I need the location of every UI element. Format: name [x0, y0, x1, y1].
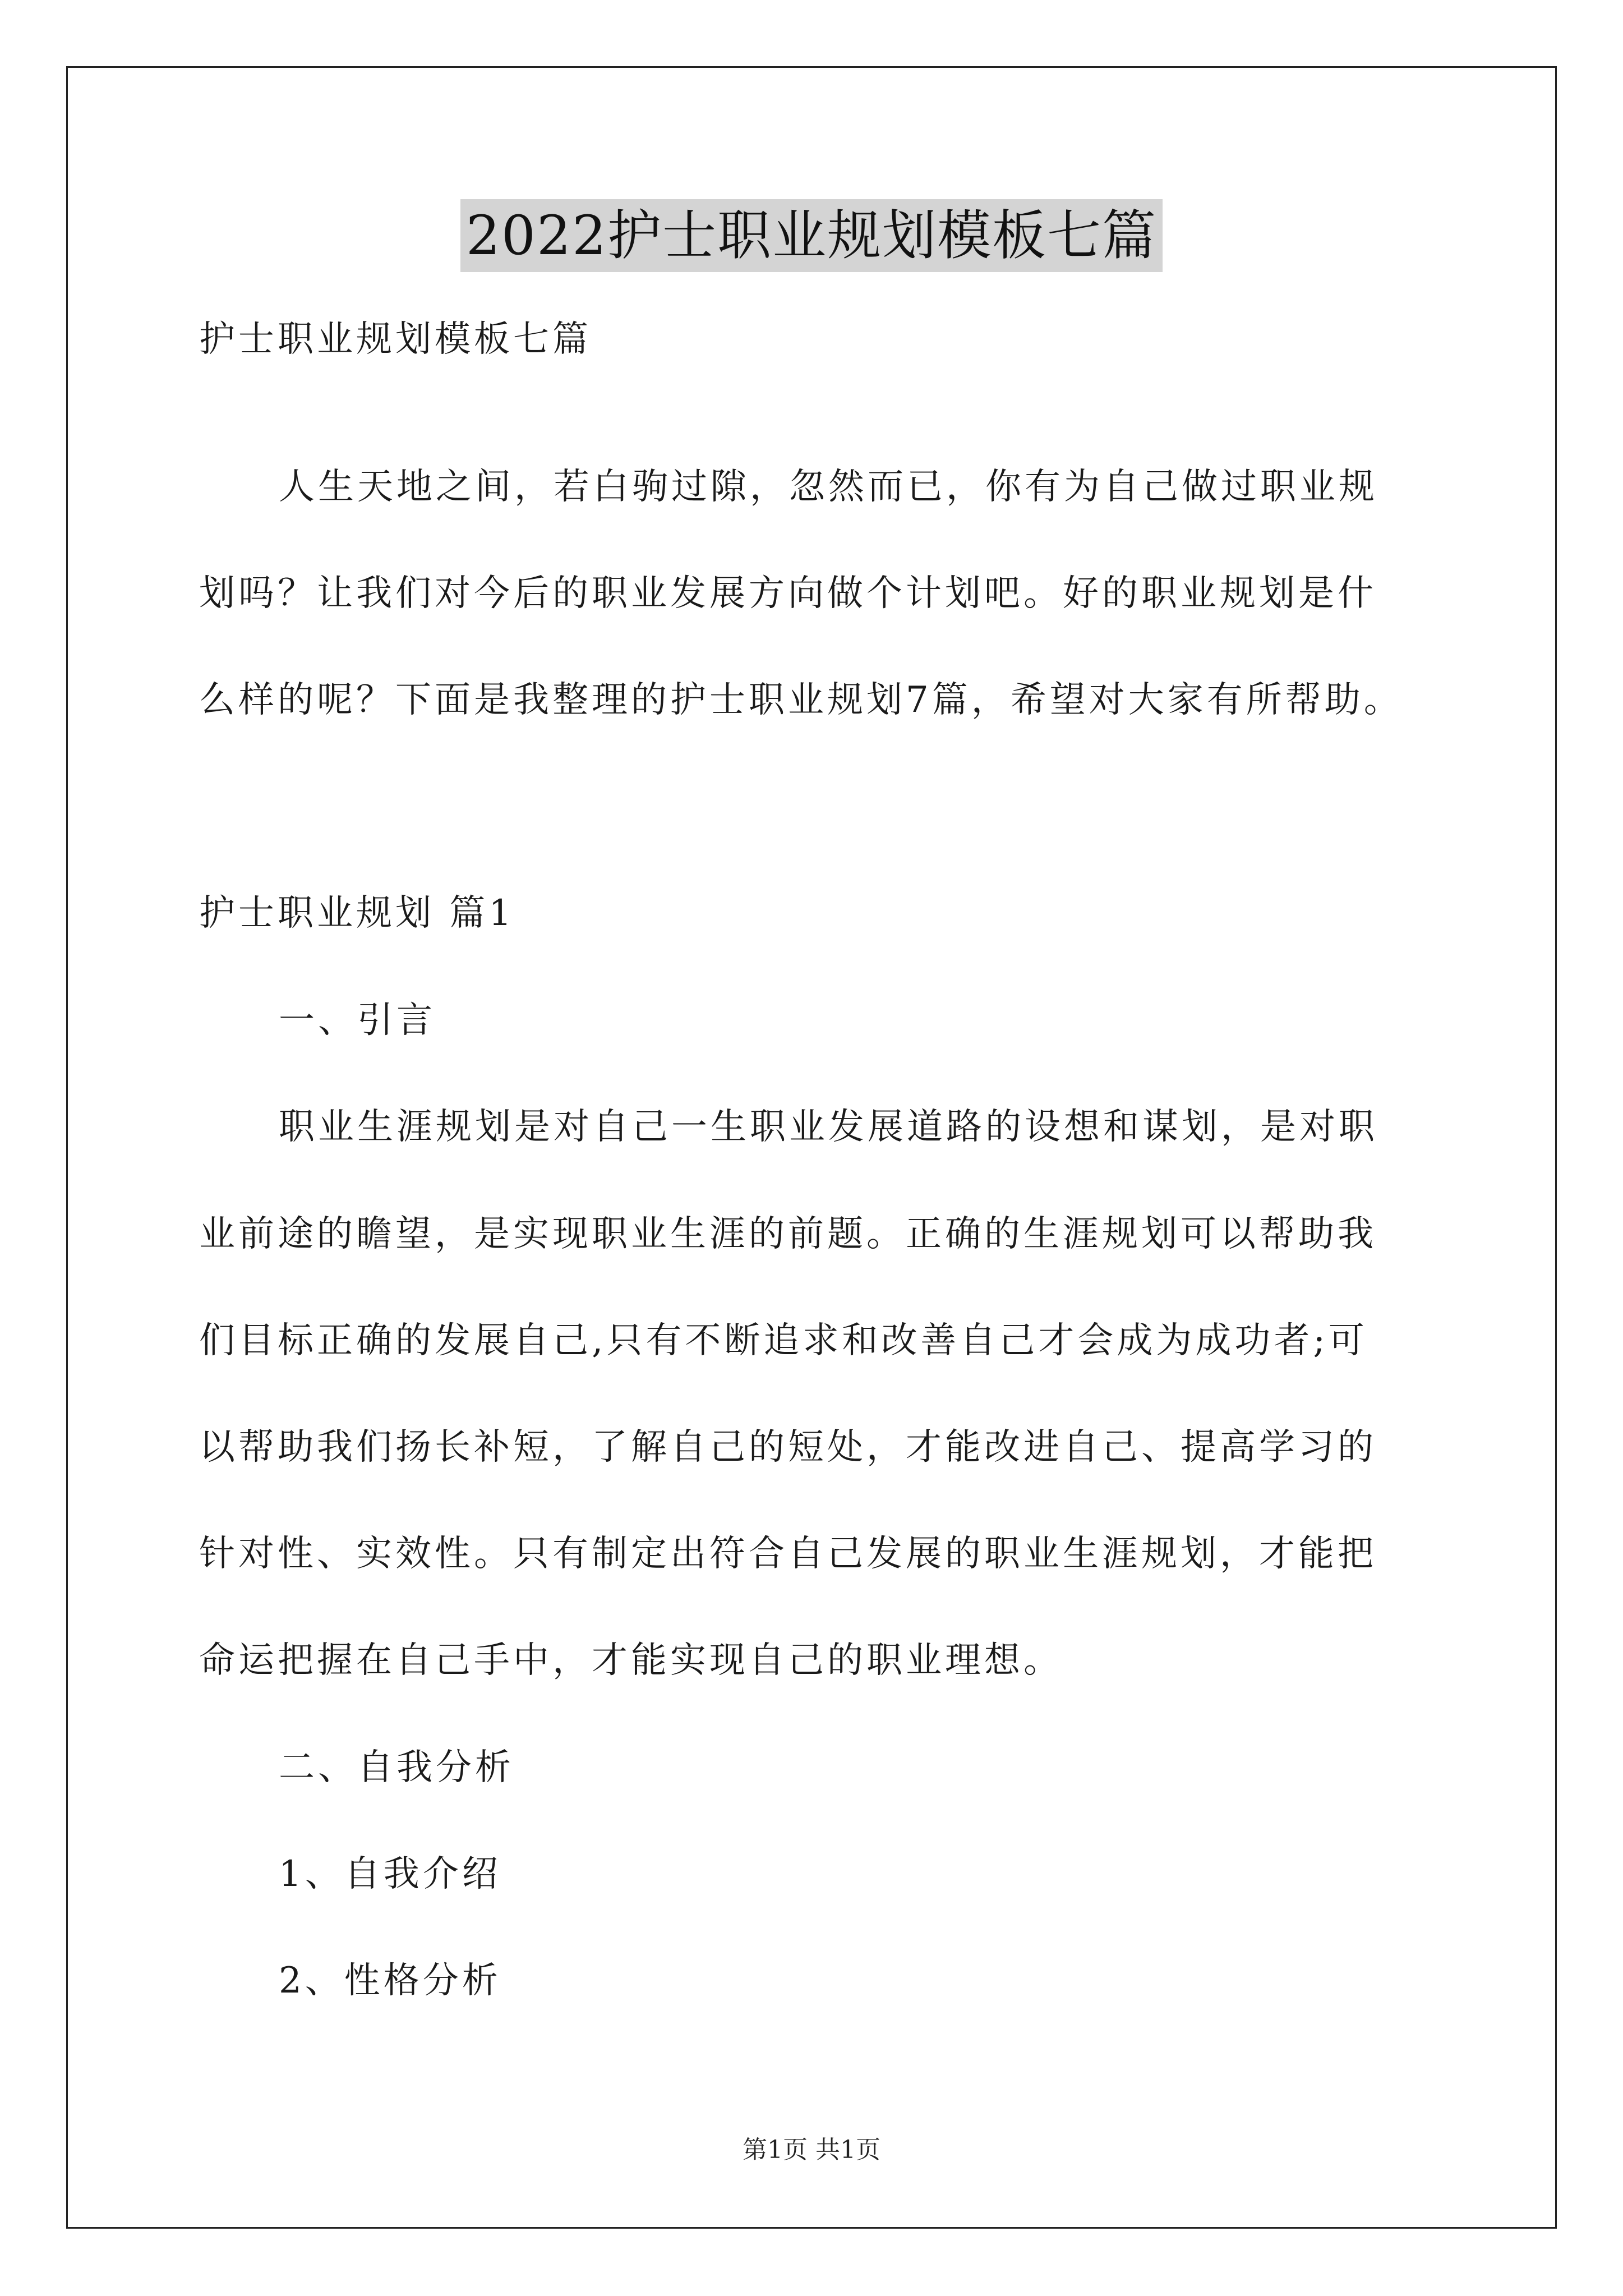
- part1-line-3: 们目标正确的发展自己,只有不断追求和改善自己才会成为成功者;可: [199, 1320, 1368, 1361]
- part1-line-4: 以帮助我们扬长补短，了解自己的短处，才能改进自己、提高学习的: [199, 1427, 1377, 1468]
- document-title: 2022护士职业规划模板七篇: [460, 199, 1163, 272]
- list-item-2: 2、性格分析: [279, 1960, 501, 2001]
- part2-heading: 二、自我分析: [279, 1747, 514, 1788]
- part1-line-2: 业前途的瞻望，是实现职业生涯的前题。正确的生涯规划可以帮助我: [199, 1213, 1377, 1255]
- part1-heading: 一、引言: [279, 1000, 436, 1041]
- intro-line-1: 人生天地之间，若白驹过隙，忽然而已，你有为自己做过职业规: [279, 466, 1378, 508]
- title-container: [0, 199, 1623, 272]
- section-heading: 护士职业规划 篇1: [199, 892, 515, 934]
- intro-line-2: 划吗？让我们对今后的职业发展方向做个计划吧。好的职业规划是什: [199, 573, 1377, 614]
- page-footer: 第1页 共1页: [743, 2136, 880, 2164]
- part1-line-1: 职业生涯规划是对自己一生职业发展道路的设想和谋划，是对职: [279, 1106, 1378, 1148]
- intro-line-3: 么样的呢？下面是我整理的护士职业规划7篇，希望对大家有所帮助。: [199, 679, 1403, 721]
- subtitle: 护士职业规划模板七篇: [199, 319, 592, 360]
- part1-line-6: 命运把握在自己手中，才能实现自己的职业理想。: [199, 1640, 1063, 1681]
- list-item-1: 1、自我介绍: [279, 1853, 501, 1895]
- part1-line-5: 针对性、实效性。只有制定出符合自己发展的职业生涯规划，才能把: [199, 1533, 1377, 1575]
